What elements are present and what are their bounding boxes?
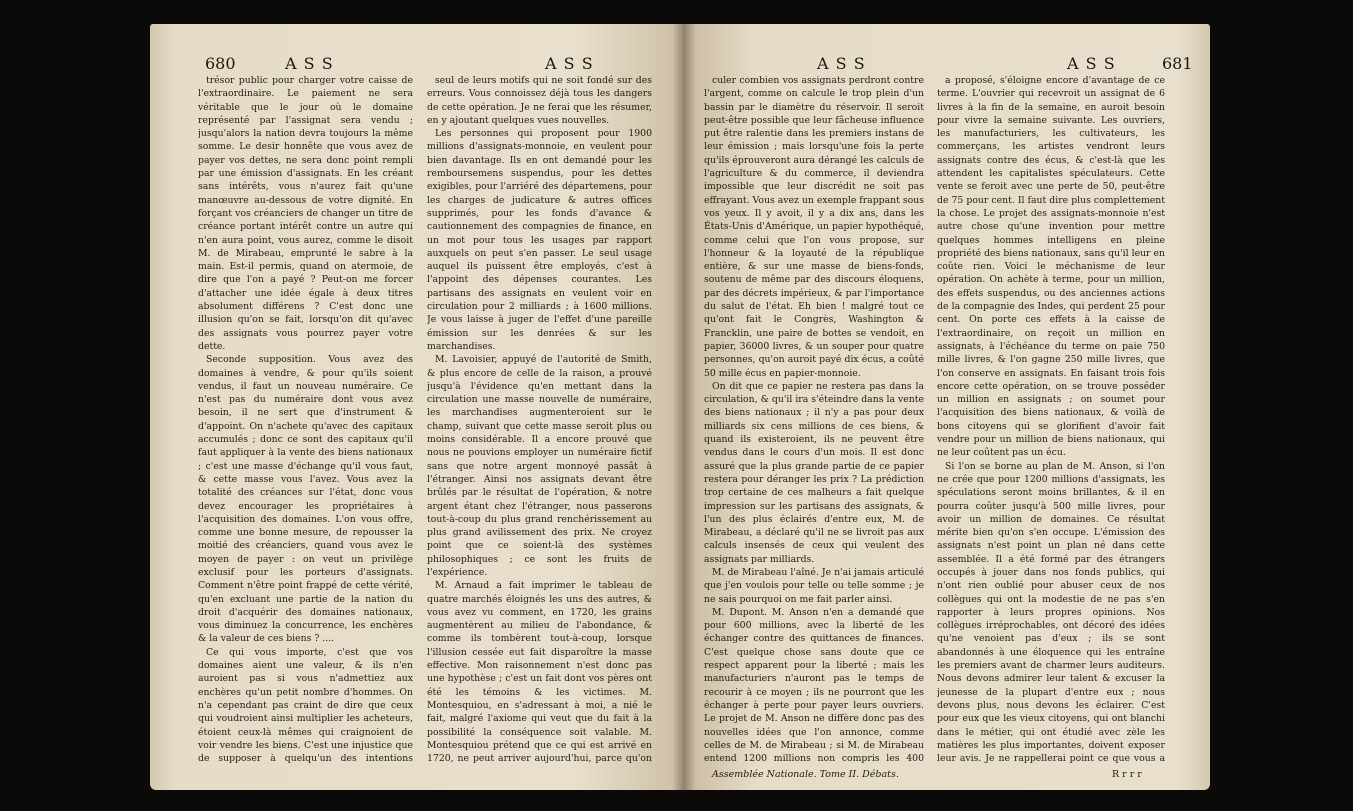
page-number: 680 xyxy=(205,54,236,73)
signature-mark: R r r r xyxy=(1112,769,1142,780)
paragraph: Ce qui vous importe, c'est que vos domaines aient une valeur, & ils n'en auroient pas si vous n'admettiez aux enchères qu'un petit nombre d'hommes. On n'a cependant pas craint de dire que ceux qui voudroient ainsi multiplier les acheteurs, étoient ceux-là mêmes qui craignoient de voir vendre les biens. C'est une injustice que de supposer à quelqu'un des intentions xyxy=(198,646,413,764)
paragraph: M. Lavoisier, appuyé de l'autorité de Smith, & plus encore de celle de la raison, a prouvé jusqu'à l'évidence qu'en mettant dans la circulation une masse nouvelle de numéraire, les marchandises augmenteroient sur le champ, suivant que cette masse seroit plus ou moins considérable. Il a encore prouvé que nous ne pouvions employer un numéraire fictif sans que notre argent monnoyé passât à l'étranger. Ainsi nos assignats devant être brûlés par le résultat de l'opération, & notre argent étant chez l'étranger, nous passerons tout-à-coup du plus grand renchérissement au plus grand avilissement des prix. Ne croyez point que ce soient-là des systèmes philosophiques ; ce sont les fruits de l'expérience. xyxy=(427,354,652,578)
paragraph: a proposé, s'éloigne encore d'avantage de ce terme. L'ouvrier qui recevroit un assignat de 6 livres à la fin de la semaine, en auroit besoin pour vivre la semaine suivante. Les ouvriers, les manufacturiers, les cultivateurs, les commerçans, les artistes vendront leurs assignats contre des écus, & c'est-là que les attendent les capitalistes spéculateurs. Cette vente se feroit avec une perte de 50, peut-être de 75 pour cent. Il faut dire plus complettement la chose. Le projet des assignats-monnoie n'est autre chose qu'une invention pour mettre quelques hommes intelligens en pleine propriété des biens nationaux, sans qu'il leur en coûte rien. Voici le méchanisme de leur opération. On achète à terme, pour un million, des effets suspendus, ou des anciennes actions de la compagnie des Indes, qui perdent 25 pour cent. On porte ces effets à la caisse de l'extraordinaire, on reçoit un million en assignats, à l'échéance du terme on paie 750 mille livres, & l'on gagne 250 mille livres, que l'on conserve en assignats. En faisant trois fois encore cette opération, on se trouve posséder un million en assignats ; on soumet pour l'acquisition des biens nationaux, & voilà de bons citoyens qui se glorifient d'avoir fait vendre pour un million de biens nationaux, qui ne leur coûtent pas un écu. xyxy=(937,75,1165,459)
book-gutter xyxy=(672,24,696,790)
left-page xyxy=(150,24,682,790)
right-page xyxy=(682,24,1210,790)
paragraph: trésor public pour charger votre caisse de l'extraordinaire. Le paiement ne sera véritable que le jour où le domaine représenté par l'assignat sera vendu ; jusqu'alors la nation devra toujours la même somme. Le desir honnête que vous avez de payer vos dettes, ne sera donc point rempli par une émission d'assignats. En les créant sans intérêts, vous n'aurez fait qu'une manœuvre au-dessous de votre dignité. En forçant vos créanciers de changer un titre de créance portant intérêt contre un autre qui n'en aura point, vous aurez, comme le disoit M. de Mirabeau, emprunté le sabre à la main. Est-il permis, quand on atermoie, de dire que l'on a payé ? Peut-on me forcer d'attacher une idée égale à deux titres absolument différens ? C'est donc une illusion qu'on se fait, lorsqu'on dit qu'avec des assignats vous pourrez payer votre dette. xyxy=(198,75,413,352)
paragraph: M. Dupont. M. Anson n'en a demandé que pour 600 millions, avec la liberté de les échanger contre des quittances de finances. C'est quelque chose sans doute que ce respect apparent pour la liberté ; mais les manufacturiers n'auront pas le temps de recourir à ce moyen ; ils ne pourront que les échanger à perte pour payer leurs ouvriers. Le projet de M. Anson ne diffère donc pas des nouvelles idées que l'on annonce, comme celles de M. de Mirabeau ; si M. de Mirabeau entend 1200 millions non compris les 400 xyxy=(704,606,924,764)
paragraph: culer combien vos assignats perdront contre l'argent, comme on calcule le trop plein d'un bassin par le diamètre du réservoir. Il seroit peut-être possible que leur fâcheuse influence put être ralentie dans les premiers instans de leur émission ; mais lorsqu'une fois la perte qu'ils éprouveront aura dérangé les calculs de l'agriculture & du commerce, il deviendra impossible que leur discrédit ne soit pas effrayant. Vous avez un exemple frappant sous vos yeux. Il y avoit, il y a dix ans, dans les États-Unis d'Amérique, un papier hypothéqué, comme celui que l'on vous propose, sur l'honneur & la loyauté de la république entière, & sur une masse de biens-fonds, soutenu de même par des discours éloquens, par des décrets impérieux, & par l'importance du salut de l'état. Eh bien ! malgré tout ce qu'ont fait le Congrès, Washington & Francklin, une paire de bottes se vendoit, en papier, 36000 livres, & un souper pour quatre personnes, qu'on auroit payé dix écus, a coûté 50 mille écus en papier-monnoie. xyxy=(704,75,924,379)
paragraph: M. Arnaud a fait imprimer le tableau de quatre marchés éloignés les uns des autres, & vous avez vu comment, en 1720, les grains augmentèrent au milieu de l'abondance, & comme ils tombèrent tout-à-coup, lorsque l'illusion cessée eut fait disparoître la masse effective. Mon raisonnement n'est donc pas une hypothèse ; c'est un fait dont vos pères ont été les témoins & les victimes. M. Montesquiou, en s'adressant à moi, a nié le fait, malgré l'axiome qui veut que du fait à la possibilité la conséquence soit valable. M. Montesquiou prétend que ce qui est arrivé en 1720, ne peut arriver aujourd'hui, parce qu'on xyxy=(427,580,652,764)
running-head: A S S xyxy=(545,54,594,73)
footer-title: Assemblée Nationale. Tome II. Débats. xyxy=(712,769,899,780)
running-head: A S S xyxy=(285,54,334,73)
running-head: A S S xyxy=(817,54,866,73)
paragraph: M. de Mirabeau l'aîné. Je n'ai jamais articulé que j'en voulois pour telle ou telle somme ; je ne sais pourquoi on me fait parler ainsi. xyxy=(704,566,924,605)
paragraph: seul de leurs motifs qui ne soit fondé sur des erreurs. Vous connoissez déjà tous les dangers de cette opération. Je ne ferai que les résumer, en y ajoutant quelques vues nouvelles. xyxy=(427,75,652,126)
text-column xyxy=(937,74,1165,764)
running-head: A S S xyxy=(1067,54,1116,73)
text-column xyxy=(198,74,413,764)
paragraph: Si l'on se borne au plan de M. Anson, si l'on ne crée que pour 1200 millions d'assignats, les spéculations seront moins brillantes, & il en pourra coûter jusqu'à 500 mille livres, pour avoir un million de domaines. Ce résultat mérite bien qu'on s'en occupe. L'émission des assignats n'est point un plan né dans cette assemblée. Il a été formé par des étrangers occupés à jouer dans nos fonds publics, qui n'ont rien oublié pour abuser ceux de nos collègues qui ont la modestie de ne pas s'en rapporter à leurs propres opinions. Nos collègues irréprochables, ont décoré des idées qu'ne venoient pas d'eux ; ils se sont abandonnés à une éloquence qui les entraîne les premiers avant de charmer leurs auditeurs. Nous devons admirer leur talent & excuser la jeunesse de la plupart d'entre eux ; nous devons plus, nous devons les éclairer. C'est pour eux que les vieux citoyens, qui ont blanchi dans le métier, qui ont étudié avec zèle les matières les plus importantes, doivent exposer leur avis. Je ne rappellerai point ce que vous a xyxy=(937,460,1165,764)
paragraph: Seconde supposition. Vous avez des domaines à vendre, & pour qu'ils soient vendus, il faut un nouveau numéraire. Ce n'est pas du numéraire dont vous avez besoin, il ne sert que d'instrument & d'appoint. On n'achete qu'avec des capitaux accumulés ; donc ce sont des capitaux qu'il faut appliquer à la vente des biens nationaux ; c'est une masse d'échange qu'il vous faut, & cette masse vous l'avez. Vous avez la totalité des créances sur l'état, donc vous devez encourager les propriétaires à l'acquisition des domaines. L'on vous offre, comme une bonne mesure, de repousser la moitié des créanciers, quand vous avez le moyen de payer : on veut un privilège exclusif pour les porteurs d'assignats. Comment n'être point frappé de cette vérité, qu'en excluant une partie de la nation du droit d'acquérir des domaines nationaux, vous diminuez la concurrence, les enchères & la valeur de ces biens ? .... xyxy=(198,354,413,645)
page-number: 681 xyxy=(1162,54,1193,73)
text-column xyxy=(427,74,652,764)
paragraph: On dit que ce papier ne restera pas dans la circulation, & qu'il ira s'éteindre dans la vente des biens nationaux ; il n'y a pas pour deux milliards six cens millions de ces biens, & quand ils existeroient, ils ne peuvent être vendus dans le cours d'un mois. Il est donc assuré que la plus grande partie de ce papier restera pour déranger les prix ? La prédiction trop certaine de ces malheurs a fait quelque impression sur les partisans des assignats, & l'un des plus éclairés d'entre eux, M. de Mirabeau, a déclaré qu'il ne se livroit pas aux calculs insensés de ceux qui veulent des assignats par milliards. xyxy=(704,380,924,565)
open-book xyxy=(150,24,1210,790)
paragraph: Les personnes qui proposent pour 1900 millions d'assignats-monnoie, en veulent pour bien davantage. Ils en ont demandé pour les remboursemens suspendus, pour les dettes exigibles, pour l'arriéré des départemens, pour les charges de judicature & autres offices supprimés, pour les fonds d'avance & cautionnement des compagnies de finance, en un mot pour tous les usages par rapport auxquels on peut s'en passer. Le seul usage auquel ils puissent être employés, c'est à l'appoint des dépenses courantes. Les partisans des assignats en veulent voir en circulation pour 2 milliards ; à 1600 millions. Je vous laisse à juger de l'effet d'une pareille émission sur les denrées & sur les marchandises. xyxy=(427,128,652,352)
text-column xyxy=(704,74,924,764)
